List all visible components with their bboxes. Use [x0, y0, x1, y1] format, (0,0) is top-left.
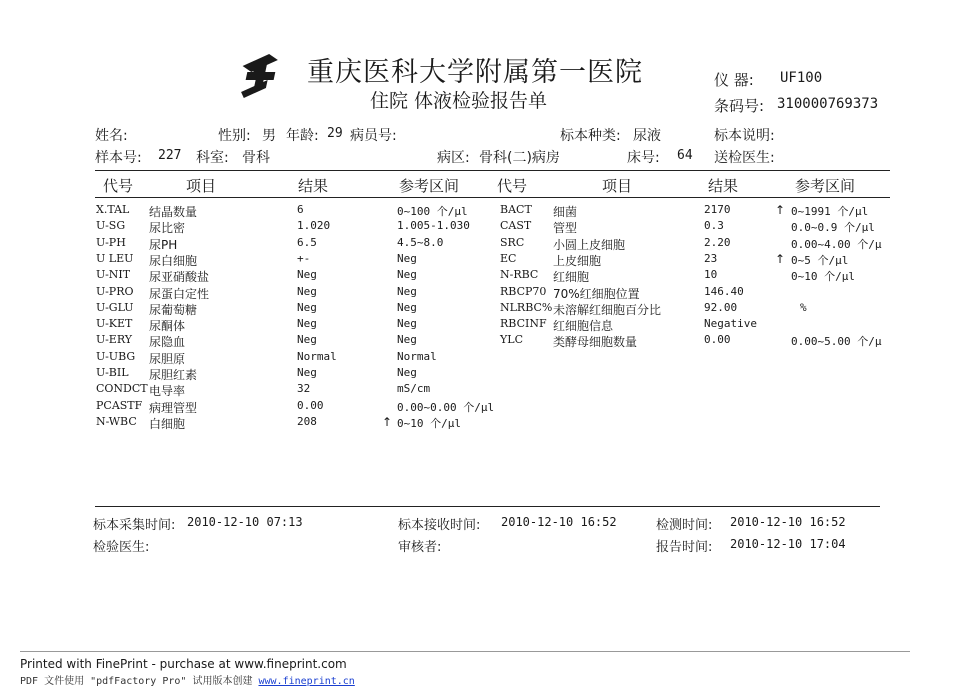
watermark-line1: Printed with FinePrint - purchase at www.fineprint.com: [20, 657, 347, 671]
left-row-result: Neg: [297, 268, 317, 281]
barcode-label: 条码号:: [714, 97, 765, 115]
left-row-ref: Neg: [397, 366, 417, 379]
sample-no-label: 样本号:: [95, 150, 142, 166]
left-row-ref: Neg: [397, 317, 417, 330]
left-row-ref: 0.00~0.00 个/μl: [397, 401, 495, 414]
header-code-left: 代号: [103, 177, 134, 195]
right-row-result: 0.00: [704, 333, 731, 346]
left-row-code: U-GLU: [96, 301, 134, 314]
hospital-logo-icon: [232, 50, 282, 102]
header-item-right: 项目: [602, 177, 633, 195]
left-row-item: 尿隐血: [149, 335, 186, 349]
sample-no-value: 227: [158, 148, 182, 163]
left-row-item: 尿亚硝酸盐: [149, 270, 210, 284]
right-row-item: 70%红细胞位置: [553, 287, 640, 301]
right-row-item: 红细胞信息: [553, 319, 614, 333]
watermark-line2: [20, 672, 355, 687]
patient-name-label: 姓名:: [95, 128, 128, 144]
left-row-item: 尿比密: [149, 221, 186, 235]
watermark-link[interactable]: www.fineprint.cn: [258, 676, 355, 687]
collect-time-value: 2010-12-10 07:13: [187, 515, 303, 529]
divider-bottom: [95, 506, 880, 507]
left-row-result: 208: [297, 415, 317, 428]
receive-time-value: 2010-12-10 16:52: [501, 515, 617, 529]
left-row-ref: 0~10 个/μl: [397, 417, 461, 430]
right-row-result: 10: [704, 268, 718, 281]
specimen-type-label: 标本种类:: [560, 128, 621, 144]
header-result-right: 结果: [708, 177, 739, 195]
right-row-code: NLRBC%: [500, 301, 553, 314]
right-row-code: N-RBC: [500, 268, 539, 281]
watermark-line2-text: PDF 文件使用 "pdfFactory Pro" 试用版本创建: [20, 676, 253, 687]
header-ref-left: 参考区间: [399, 177, 460, 195]
test-time-label: 检测时间:: [656, 518, 713, 533]
barcode-value: 310000769373: [777, 96, 879, 112]
left-row-item: 尿PH: [149, 238, 178, 252]
header-ref-right: 参考区间: [795, 177, 856, 195]
specimen-note-label: 标本说明:: [714, 128, 775, 144]
hospital-name: 重庆医科大学附属第一医院: [307, 57, 643, 88]
left-row-code: U-SG: [96, 219, 126, 232]
left-row-result: Normal: [297, 350, 337, 363]
left-row-result: Neg: [297, 301, 317, 314]
left-row-result: 1.020: [297, 219, 331, 232]
right-row-result: 2.20: [704, 236, 731, 249]
left-row-ref: Neg: [397, 301, 417, 314]
left-row-code: X.TAL: [96, 203, 130, 216]
case-no-label: 病员号:: [350, 128, 397, 144]
right-row-code: CAST: [500, 219, 532, 232]
left-row-ref: Neg: [397, 333, 417, 346]
right-row-result: 0.3: [704, 219, 724, 232]
header-item-left: 项目: [186, 177, 217, 195]
test-time-value: 2010-12-10 16:52: [730, 515, 846, 529]
left-row-result: Neg: [297, 366, 317, 379]
left-row-code: CONDCT: [96, 382, 148, 395]
collect-time-label: 标本采集时间:: [93, 518, 176, 533]
left-row-result: Neg: [297, 333, 317, 346]
left-row-code: U-BIL: [96, 366, 129, 379]
divider-header: [95, 197, 890, 198]
right-row-result: Negative: [704, 317, 757, 330]
left-row-ref: mS/cm: [397, 382, 431, 395]
left-row-ref: 4.5~8.0: [397, 236, 444, 249]
left-row-code: U-PRO: [96, 285, 134, 298]
instrument-value: UF100: [780, 70, 823, 86]
right-row-ref: 0~10 个/μl: [791, 270, 855, 283]
left-row-item: 病理管型: [149, 401, 198, 415]
left-row-result: 6: [297, 203, 304, 216]
left-row-code: PCASTF: [96, 399, 143, 412]
right-row-code: SRC: [500, 236, 525, 249]
report-title: 住院 体液检验报告单: [370, 90, 548, 112]
left-row-ref: Neg: [397, 252, 417, 265]
left-row-item: 尿胆红素: [149, 368, 198, 382]
left-row-ref: Normal: [397, 350, 437, 363]
right-row-item: 类酵母细胞数量: [553, 335, 638, 349]
right-row-ref: 0.00~4.00 个/μ: [791, 238, 882, 251]
right-row-code: YLC: [500, 333, 523, 346]
left-row-ref: 0~100 个/μl: [397, 205, 468, 218]
header-result-left: 结果: [298, 177, 329, 195]
left-row-item: 结晶数量: [149, 205, 198, 219]
right-row-code: EC: [500, 252, 517, 265]
bed-label: 床号:: [627, 150, 660, 166]
report-time-value: 2010-12-10 17:04: [730, 537, 846, 551]
right-row-item: 上皮细胞: [553, 254, 602, 268]
right-row-ref: 0.00~5.00 个/μ: [791, 335, 882, 348]
left-row-result: 32: [297, 382, 311, 395]
sex-value: 男: [262, 128, 276, 144]
left-row-flag-icon: ↑: [382, 415, 393, 429]
specimen-type-value: 尿液: [633, 128, 661, 144]
right-row-result: 23: [704, 252, 718, 265]
header-code-right: 代号: [497, 177, 528, 195]
left-row-ref: Neg: [397, 268, 417, 281]
bed-value: 64: [677, 148, 693, 163]
ward-value: 骨科(二)病房: [479, 150, 560, 166]
left-row-item: 白细胞: [149, 417, 186, 431]
left-row-result: 6.5: [297, 236, 317, 249]
right-row-item: 管型: [553, 221, 578, 235]
left-row-result: Neg: [297, 285, 317, 298]
right-row-code: BACT: [500, 203, 532, 216]
age-value: 29: [327, 126, 343, 141]
left-row-ref: 1.005-1.030: [397, 219, 470, 232]
right-row-code: RBCP70: [500, 285, 547, 298]
left-row-code: U-UBG: [96, 350, 136, 363]
right-row-ref: 0~5 个/μl: [791, 254, 849, 267]
left-row-item: 尿酮体: [149, 319, 186, 333]
left-row-result: +-: [297, 252, 311, 265]
left-row-item: 尿葡萄糖: [149, 303, 198, 317]
right-row-item: 未溶解红细胞百分比: [553, 303, 662, 317]
divider-top: [95, 170, 890, 171]
right-row-result: 146.40: [704, 285, 744, 298]
dept-label: 科室:: [196, 150, 229, 166]
right-row-ref: 0.0~0.9 个/μl: [791, 221, 875, 234]
left-row-code: U LEU: [96, 252, 134, 265]
right-row-result: 2170: [704, 203, 731, 216]
reviewer-label: 审核者:: [398, 540, 442, 555]
left-row-code: U-KET: [96, 317, 133, 330]
right-row-result: 92.00: [704, 301, 738, 314]
report-time-label: 报告时间:: [656, 540, 713, 555]
ward-label: 病区:: [437, 150, 470, 166]
right-row-ref: 0~1991 个/μl: [791, 205, 869, 218]
left-row-item: 尿蛋白定性: [149, 287, 210, 301]
left-row-item: 尿白细胞: [149, 254, 198, 268]
doctor-label: 送检医生:: [714, 150, 775, 166]
left-row-result: Neg: [297, 317, 317, 330]
right-row-item: 小圆上皮细胞: [553, 238, 626, 252]
right-row-flag-icon: ↑: [775, 203, 786, 217]
right-row-code: RBCINF: [500, 317, 547, 330]
left-row-code: U-ERY: [96, 333, 133, 346]
left-row-code: U-PH: [96, 236, 126, 249]
left-row-code: U-NIT: [96, 268, 131, 281]
right-row-item: 红细胞: [553, 270, 590, 284]
left-row-item: 尿胆原: [149, 352, 186, 366]
left-row-result: 0.00: [297, 399, 324, 412]
left-row-item: 电导率: [149, 384, 186, 398]
sex-label: 性别:: [218, 128, 251, 144]
lab-doctor-label: 检验医生:: [93, 540, 150, 555]
dept-value: 骨科: [242, 150, 270, 166]
left-row-ref: Neg: [397, 285, 417, 298]
right-row-flag-icon: ↑: [775, 252, 786, 266]
instrument-label: 仪 器:: [714, 71, 754, 89]
left-row-code: N-WBC: [96, 415, 137, 428]
receive-time-label: 标本接收时间:: [398, 518, 481, 533]
right-row-item: 细菌: [553, 205, 578, 219]
right-row-ref: %: [800, 301, 807, 314]
page-edge-line: [20, 651, 910, 652]
age-label: 年龄:: [286, 128, 319, 144]
